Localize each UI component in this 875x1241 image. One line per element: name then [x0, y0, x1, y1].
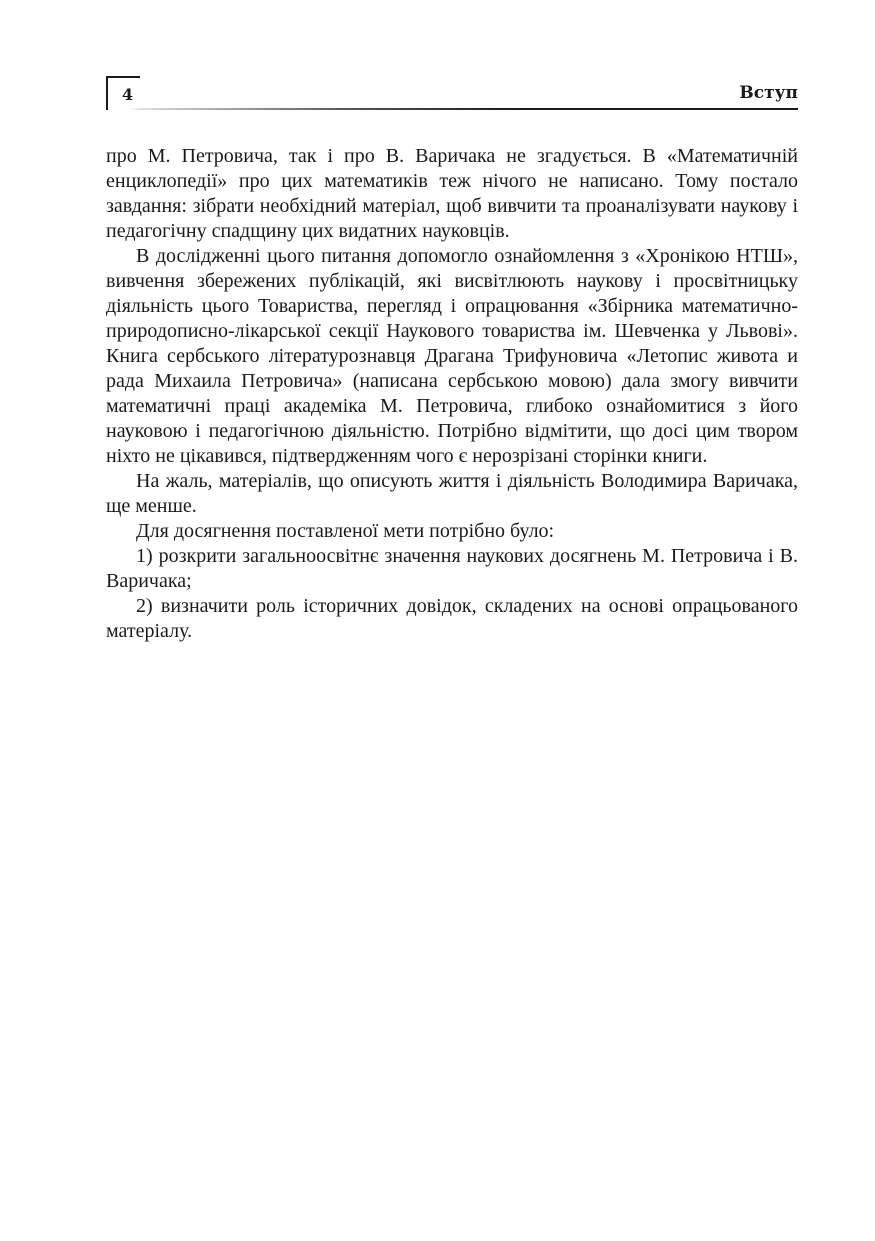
running-head-title: Вступ — [739, 83, 798, 103]
list-item: 2) визначити роль історичних довідок, складених на основі опрацьованого матеріалу. — [106, 595, 798, 642]
paragraph: Для досягнення поставленої мети потрібно було: — [136, 520, 555, 542]
paragraph: В дослідженні цього питання допомогло ознайомлення з «Хронікою НТШ», вивчення збережених публікацій, які висвітлюють наукову і просвітницьку діяльність цього Товариства, перегляд і опрацювання «Збірника математично-природописно-лікарської секції Наукового товариства ім. Шевченка у Львові». Книга сербського літературознавця Драгана Трифуновича «Летопис живота и рада Михаила Петровича» (написана сербською мовою) дала змогу вивчити математичні праці академіка М. Петровича, глибоко ознайомитися з його науковою і педагогічною діяльністю. Потрібно відмітити, що досі цим твором ніхто не цікавився, підтвердженням чого є нерозрізані сторінки книги. — [106, 245, 798, 467]
page-number: 4 — [122, 85, 134, 104]
paragraph: про М. Петровича, так і про В. Варичака не згадується. В «Математичній енциклопедії» про цих математиків теж нічого не написано. Тому постало завдання: зібрати необхідний матеріал, щоб вивчити та проаналізувати наукову і педагогічну спадщину цих видатних науковців. — [106, 145, 798, 242]
page-number-box — [106, 76, 140, 110]
header-rule — [106, 108, 798, 110]
list-item: 1) розкрити загальноосвітнє значення наукових досягнень М. Петровича і В. Варичака; — [106, 545, 798, 592]
page-body — [106, 144, 798, 644]
page-header — [106, 76, 798, 110]
paragraph: На жаль, матеріалів, що описують життя і діяльність Володимира Варичака, ще менше. — [106, 470, 798, 517]
